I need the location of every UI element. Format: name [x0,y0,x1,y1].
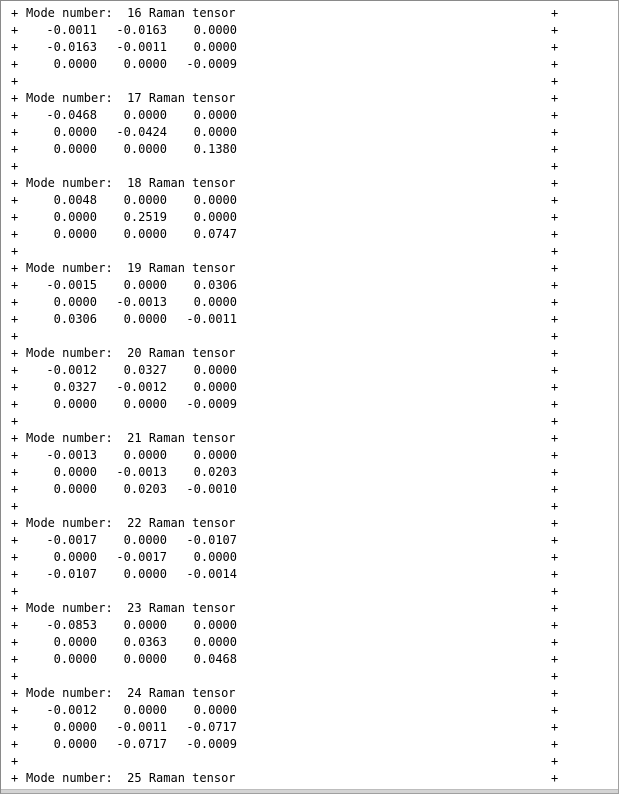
line-prefix-plus: + [11,159,19,173]
tensor-value: 0.0327 [123,363,167,377]
line-prefix-plus: + [11,431,19,445]
tensor-value: -0.0107 [186,533,237,547]
line-suffix-plus: + [551,652,559,666]
line-suffix-plus: + [551,125,559,139]
tensor-value: 0.0000 [193,363,237,377]
line-suffix-plus: + [551,567,559,581]
tensor-value: 0.0000 [123,142,167,156]
mode-header: Mode number: 25 Raman tensor [26,771,236,785]
tensor-value: -0.0011 [116,720,167,734]
tensor-value: 0.0203 [193,465,237,479]
line-prefix-plus: + [11,618,19,632]
line-prefix-plus: + [11,584,19,598]
line-prefix-plus: + [11,57,19,71]
tensor-value: -0.0424 [116,125,167,139]
tensor-value: -0.0012 [46,703,97,717]
line-suffix-plus: + [551,142,559,156]
mode-header: Mode number: 23 Raman tensor [26,601,236,615]
line-suffix-plus: + [551,618,559,632]
tensor-value: 0.0000 [193,550,237,564]
tensor-value: 0.0000 [53,227,97,241]
line-prefix-plus: + [11,703,19,717]
line-prefix-plus: + [11,771,19,785]
line-prefix-plus: + [11,261,19,275]
tensor-value: 0.0000 [53,125,97,139]
tensor-value: -0.0013 [46,448,97,462]
tensor-value: 0.0747 [193,227,237,241]
line-prefix-plus: + [11,40,19,54]
line-suffix-plus: + [551,74,559,88]
tensor-value: -0.0010 [186,482,237,496]
tensor-value: 0.0000 [123,397,167,411]
tensor-value: 0.0000 [123,448,167,462]
tensor-value: 0.0000 [53,295,97,309]
line-suffix-plus: + [551,686,559,700]
tensor-value: 0.0000 [53,210,97,224]
tensor-value: -0.0017 [116,550,167,564]
tensor-value: 0.0000 [53,737,97,751]
line-prefix-plus: + [11,567,19,581]
line-prefix-plus: + [11,278,19,292]
line-prefix-plus: + [11,346,19,360]
line-suffix-plus: + [551,91,559,105]
line-suffix-plus: + [551,295,559,309]
tensor-value: -0.0009 [186,397,237,411]
tensor-value: 0.0000 [193,193,237,207]
line-suffix-plus: + [551,635,559,649]
tensor-value: 0.0000 [193,618,237,632]
tensor-value: -0.0163 [116,23,167,37]
tensor-value: -0.0013 [116,295,167,309]
tensor-value: 0.0000 [193,635,237,649]
tensor-value: -0.0009 [186,737,237,751]
line-prefix-plus: + [11,363,19,377]
tensor-value: -0.0014 [186,567,237,581]
tensor-value: 0.0000 [193,210,237,224]
tensor-value: 0.0000 [123,108,167,122]
tensor-value: 0.0000 [123,618,167,632]
line-suffix-plus: + [551,363,559,377]
mode-header: Mode number: 17 Raman tensor [26,91,236,105]
line-prefix-plus: + [11,23,19,37]
line-prefix-plus: + [11,6,19,20]
tensor-value: 0.0000 [53,720,97,734]
line-prefix-plus: + [11,142,19,156]
tensor-value: 0.0000 [123,703,167,717]
line-prefix-plus: + [11,550,19,564]
tensor-value: 0.0000 [53,550,97,564]
line-suffix-plus: + [551,397,559,411]
line-prefix-plus: + [11,516,19,530]
tensor-value: 0.0000 [123,312,167,326]
line-suffix-plus: + [551,737,559,751]
line-suffix-plus: + [551,601,559,615]
tensor-value: 0.0000 [123,533,167,547]
line-prefix-plus: + [11,754,19,768]
line-suffix-plus: + [551,414,559,428]
tensor-value: 0.0000 [193,380,237,394]
tensor-value: 0.0306 [193,278,237,292]
tensor-value: 0.0000 [123,57,167,71]
line-suffix-plus: + [551,176,559,190]
line-suffix-plus: + [551,431,559,445]
tensor-value: -0.0009 [186,57,237,71]
line-prefix-plus: + [11,329,19,343]
tensor-value: 0.0000 [123,567,167,581]
tensor-value: 0.0000 [193,40,237,54]
line-suffix-plus: + [551,23,559,37]
line-prefix-plus: + [11,312,19,326]
line-prefix-plus: + [11,210,19,224]
line-prefix-plus: + [11,448,19,462]
tensor-value: 0.0000 [193,23,237,37]
tensor-value: 0.1380 [193,142,237,156]
line-prefix-plus: + [11,125,19,139]
mode-header: Mode number: 18 Raman tensor [26,176,236,190]
line-prefix-plus: + [11,414,19,428]
tensor-value: 0.0000 [123,227,167,241]
line-prefix-plus: + [11,397,19,411]
line-suffix-plus: + [551,703,559,717]
tensor-value: 0.0000 [193,703,237,717]
line-suffix-plus: + [551,499,559,513]
line-suffix-plus: + [551,533,559,547]
tensor-value: 0.0306 [53,312,97,326]
tensor-value: -0.0468 [46,108,97,122]
tensor-value: 0.0000 [53,57,97,71]
line-suffix-plus: + [551,278,559,292]
tensor-value: 0.0000 [53,465,97,479]
tensor-value: -0.0013 [116,465,167,479]
tensor-value: -0.0011 [186,312,237,326]
line-suffix-plus: + [551,244,559,258]
mode-header: Mode number: 16 Raman tensor [26,6,236,20]
line-suffix-plus: + [551,57,559,71]
tensor-value: -0.0107 [46,567,97,581]
mode-header: Mode number: 24 Raman tensor [26,686,236,700]
line-prefix-plus: + [11,737,19,751]
line-prefix-plus: + [11,227,19,241]
tensor-value: 0.0048 [53,193,97,207]
tensor-value: -0.0717 [186,720,237,734]
line-prefix-plus: + [11,193,19,207]
line-prefix-plus: + [11,244,19,258]
line-suffix-plus: + [551,482,559,496]
tensor-value: -0.0015 [46,278,97,292]
tensor-value: 0.0000 [123,193,167,207]
line-suffix-plus: + [551,261,559,275]
line-suffix-plus: + [551,465,559,479]
line-prefix-plus: + [11,652,19,666]
tensor-value: 0.0000 [123,278,167,292]
tensor-value: 0.2519 [123,210,167,224]
line-suffix-plus: + [551,40,559,54]
line-prefix-plus: + [11,499,19,513]
mode-header: Mode number: 20 Raman tensor [26,346,236,360]
line-suffix-plus: + [551,584,559,598]
line-suffix-plus: + [551,380,559,394]
tensor-value: 0.0000 [123,652,167,666]
mode-header: Mode number: 22 Raman tensor [26,516,236,530]
line-suffix-plus: + [551,346,559,360]
line-prefix-plus: + [11,108,19,122]
mode-header: Mode number: 19 Raman tensor [26,261,236,275]
line-suffix-plus: + [551,550,559,564]
tensor-value: 0.0468 [193,652,237,666]
line-suffix-plus: + [551,516,559,530]
line-suffix-plus: + [551,193,559,207]
line-prefix-plus: + [11,686,19,700]
tensor-value: 0.0000 [193,125,237,139]
line-suffix-plus: + [551,720,559,734]
line-suffix-plus: + [551,771,559,785]
tensor-value: 0.0000 [53,482,97,496]
mode-header: Mode number: 21 Raman tensor [26,431,236,445]
line-suffix-plus: + [551,329,559,343]
tensor-value: 0.0000 [193,108,237,122]
tensor-value: 0.0000 [53,142,97,156]
line-prefix-plus: + [11,465,19,479]
line-prefix-plus: + [11,74,19,88]
line-prefix-plus: + [11,482,19,496]
line-prefix-plus: + [11,91,19,105]
line-suffix-plus: + [551,754,559,768]
tensor-value: -0.0012 [46,363,97,377]
line-prefix-plus: + [11,176,19,190]
tensor-value: -0.0012 [116,380,167,394]
line-suffix-plus: + [551,159,559,173]
tensor-value: -0.0717 [116,737,167,751]
tensor-value: 0.0000 [53,652,97,666]
tensor-value: 0.0000 [193,295,237,309]
tensor-value: -0.0853 [46,618,97,632]
line-suffix-plus: + [551,227,559,241]
line-prefix-plus: + [11,720,19,734]
line-prefix-plus: + [11,669,19,683]
line-suffix-plus: + [551,108,559,122]
line-prefix-plus: + [11,635,19,649]
tensor-value: 0.0000 [193,448,237,462]
tensor-value: 0.0327 [53,380,97,394]
line-prefix-plus: + [11,601,19,615]
line-suffix-plus: + [551,6,559,20]
line-suffix-plus: + [551,669,559,683]
tensor-value: -0.0011 [116,40,167,54]
tensor-value: 0.0000 [53,397,97,411]
tensor-value: -0.0163 [46,40,97,54]
line-suffix-plus: + [551,448,559,462]
line-suffix-plus: + [551,312,559,326]
line-prefix-plus: + [11,533,19,547]
line-suffix-plus: + [551,210,559,224]
line-prefix-plus: + [11,380,19,394]
tensor-value: -0.0011 [46,23,97,37]
tensor-value: -0.0017 [46,533,97,547]
line-prefix-plus: + [11,295,19,309]
tensor-value: 0.0363 [123,635,167,649]
tensor-value: 0.0000 [53,635,97,649]
tensor-value: 0.0203 [123,482,167,496]
